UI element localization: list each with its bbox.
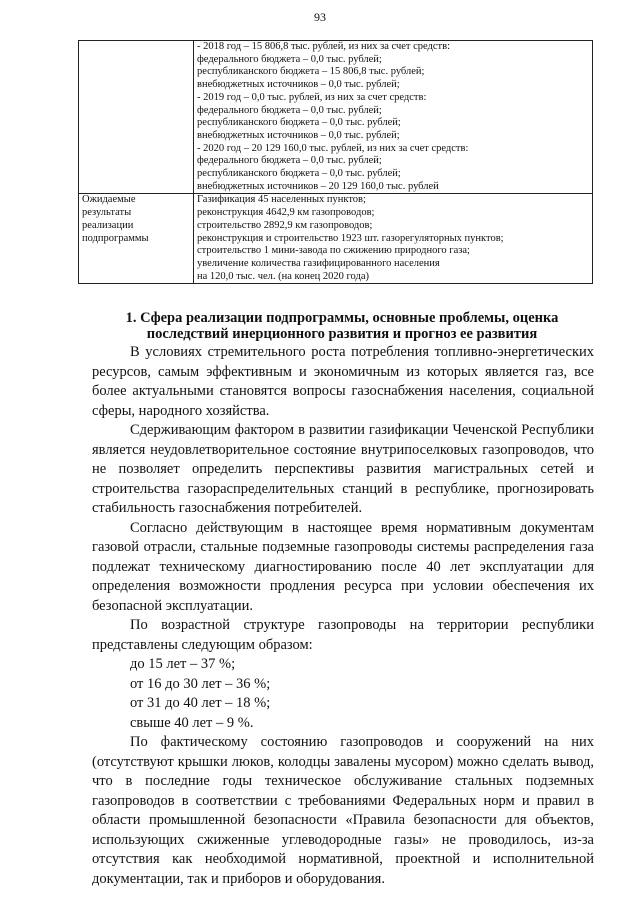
- funding-line: внебюджетных источников – 0,0 тыс. рублей;: [197, 79, 400, 91]
- results-line: увеличение количества газифицированного населения: [197, 257, 440, 269]
- funding-line: - 2018 год – 15 806,8 тыс. рублей, из них за счет средств:: [197, 41, 451, 52]
- age-list-item: от 16 до 30 лет – 36 %;: [130, 675, 271, 692]
- age-list-item: свыше 40 лет – 9 %.: [130, 714, 254, 731]
- results-line: строительство 2892,9 км газопроводов;: [197, 219, 373, 231]
- age-list-item: от 31 до 40 лет – 18 %;: [130, 695, 271, 711]
- funding-line: федерального бюджета – 0,0 тыс. рублей;: [197, 155, 382, 167]
- results-label-cell: [79, 194, 194, 284]
- funding-line: республиканского бюджета – 0,0 тыс. рублей;: [197, 117, 401, 129]
- subprogram-passport-table: [78, 40, 593, 284]
- results-label-line: реализации: [82, 219, 134, 231]
- page-number: 93: [314, 10, 326, 24]
- section-heading: [92, 311, 592, 342]
- funding-line: внебюджетных источников – 20 129 160,0 тыс. рублей: [197, 180, 439, 192]
- funding-line: - 2020 год – 20 129 160,0 тыс. рублей, из них за счет средств:: [197, 142, 469, 154]
- funding-line: - 2019 год – 0,0 тыс. рублей, из них за счет средств:: [197, 91, 427, 103]
- funding-line: федерального бюджета – 0,0 тыс. рублей;: [197, 104, 382, 116]
- results-label-line: результаты: [82, 207, 132, 219]
- age-list-item: до 15 лет – 37 %;: [130, 656, 236, 672]
- results-line: реконструкция 4642,9 км газопроводов;: [197, 207, 375, 219]
- results-line: реконструкция и строительство 1923 шт. газорегуляторных пунктов;: [197, 232, 504, 244]
- funding-label-cell: [79, 41, 194, 194]
- section-body: [92, 343, 594, 889]
- results-label-line: подпрограммы: [82, 232, 149, 244]
- paragraph: В условиях стремительного роста потребления топливно-энергетических ресурсов, самым эффективным и экономичным из которых является газ, все более актуальными становятся вопросы газоснабжения населения, социальной сферы, народного хозяйства.: [92, 344, 594, 419]
- funding-line: внебюджетных источников – 0,0 тыс. рублей;: [197, 129, 400, 141]
- results-label-line: Ожидаемые: [82, 194, 136, 206]
- funding-value-cell: [194, 41, 593, 194]
- results-line: на 120,0 тыс. чел. (на конец 2020 года): [197, 270, 369, 282]
- results-line: строительство 1 мини-завода по сжижению природного газа;: [197, 245, 470, 257]
- section-heading-line: последствий инерционного развития и прогноз ее развития: [146, 325, 538, 342]
- section-heading-line: 1. Сфера реализации подпрограммы, основные проблемы, оценка: [125, 310, 559, 326]
- table-row-funding: [79, 41, 593, 194]
- paragraph: По возрастной структуре газопроводы на территории республики представлены следующим образом:: [92, 617, 594, 653]
- funding-line: федерального бюджета – 0,0 тыс. рублей;: [197, 53, 382, 65]
- funding-line: республиканского бюджета – 15 806,8 тыс. рублей;: [197, 66, 425, 78]
- funding-line: республиканского бюджета – 0,0 тыс. рублей;: [197, 168, 401, 180]
- paragraph: Сдерживающим фактором в развитии газификации Чеченской Республики является неудовлетворительное состояние внутрипоселковых газопроводов, что не позволяет определить перспективы развития магистральных сетей и строительства газораспределительных станций в республике, прогнозировать стабильность газоснабжения потребителей.: [92, 422, 594, 516]
- paragraph: По фактическому состоянию газопроводов и сооружений на них (отсутствуют крышки люков, колодцы завалены мусором) можно сделать вывод, что в последние годы техническое обслуживание стальных подземных газопроводов в соответствии с требованиями Федеральных норм и правил в области промышленной безопасности «Правила безопасности для объектов, использующих сжиженные углеводородные газы» не проводилось, из-за отсутствия как необходимой нормативной, проектной и исполнительной документации, так и приборов и оборудования.: [92, 734, 594, 887]
- table-row-expected-results: [79, 194, 593, 284]
- results-line: Газификация 45 населенных пунктов;: [197, 194, 366, 206]
- results-value-cell: [194, 194, 593, 284]
- paragraph: Согласно действующим в настоящее время нормативным документам газовой отрасли, стальные подземные газопроводы системы распределения газа подлежат техническому диагностированию после 40 лет эксплуатации для определения возможности продления ресурса при условии обеспечения их безопасной эксплуатации.: [92, 519, 594, 614]
